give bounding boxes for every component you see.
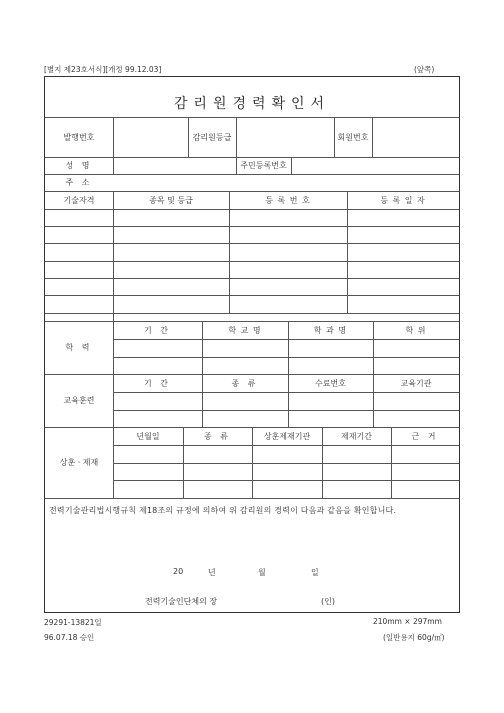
- row-divider: [45, 295, 459, 296]
- member-number-label: 회원번호: [337, 132, 369, 142]
- row-divider: [113, 445, 459, 446]
- resident-number-label: 주민등록번호: [240, 161, 287, 170]
- form-title: 감리원경력확인서: [173, 96, 331, 112]
- supervisor-grade-field[interactable]: [236, 117, 334, 157]
- paper-type: (일반용지 60g/㎡): [383, 633, 445, 642]
- col-divider: [347, 191, 348, 313]
- address-field[interactable]: [113, 174, 459, 191]
- date-year: 20: [173, 567, 184, 576]
- tech-col-type: 종목 및 등급: [149, 195, 193, 205]
- row-divider: [45, 243, 459, 244]
- signer-title: 전력기술인단체의 장: [145, 597, 218, 606]
- train-col-cert-number: 수료번호: [315, 378, 346, 388]
- issue-number-label: 발행번호: [63, 132, 95, 142]
- train-col-period: 기 간: [144, 378, 171, 388]
- member-number-field[interactable]: [372, 117, 459, 157]
- edu-col-degree: 학 위: [405, 325, 427, 335]
- date-day-unit: 일: [311, 568, 319, 577]
- edu-col-major: 학 과 명: [313, 325, 348, 335]
- name-label: 성 명: [65, 161, 93, 170]
- form-number: [별지 제23호서식][개정 99.12.03]: [44, 65, 162, 74]
- train-col-institution: 교육기관: [400, 378, 432, 388]
- row-divider: [113, 480, 459, 481]
- issue-number-field[interactable]: [113, 117, 188, 157]
- edu-col-period: 기 간: [144, 325, 171, 335]
- row-divider: [113, 392, 459, 393]
- paper-size: 210mm × 297mm: [373, 617, 442, 626]
- col-divider: [229, 191, 230, 313]
- train-col-type: 종 류: [231, 378, 259, 388]
- row-divider: [113, 410, 459, 411]
- row-divider: [45, 498, 459, 499]
- row-divider: [45, 278, 459, 279]
- education-label: 학 력: [65, 343, 93, 352]
- awards-sanctions-label: 상훈 · 제재: [59, 458, 99, 467]
- award-col-basis: 근 거: [411, 431, 439, 441]
- date-month-unit: 월: [258, 568, 266, 577]
- certificate-form: [44, 76, 460, 613]
- approval-date: 96.07.18 승인: [44, 633, 95, 642]
- confirmation-statement: 전력기술관리법시행규칙 제18조의 규정에 의하여 위 감리원의 경력이 다음과 같음을 확인합니다.: [49, 506, 397, 515]
- col-divider: [113, 191, 114, 498]
- training-label: 교육훈련: [63, 396, 95, 405]
- edu-col-school: 학 교 명: [228, 325, 262, 335]
- row-divider: [45, 261, 459, 262]
- award-col-date: 년월일: [136, 431, 160, 441]
- row-divider: [113, 463, 459, 464]
- tech-qualification-label: 기술자격: [63, 195, 95, 205]
- name-field[interactable]: [113, 157, 236, 174]
- row-divider: [45, 226, 459, 227]
- supervisor-grade-label: 감리원등급: [192, 132, 232, 142]
- form-code: 29291-13821일: [44, 618, 102, 627]
- page-side-label: (앞쪽): [414, 65, 435, 74]
- award-col-agency: 상훈제재기관: [263, 431, 311, 441]
- award-col-period: 제재기간: [341, 431, 372, 441]
- tech-col-reg-number: 등 록 번 호: [265, 195, 311, 205]
- row-divider: [45, 209, 459, 210]
- award-col-type: 종 류: [204, 431, 231, 441]
- date-year-unit: 년: [208, 568, 216, 577]
- tech-col-reg-date: 등 록 일 자: [380, 195, 426, 205]
- row-divider: [45, 313, 459, 314]
- row-divider: [113, 339, 459, 340]
- address-label: 주 소: [65, 178, 93, 187]
- resident-number-field[interactable]: [291, 157, 459, 174]
- seal-mark: (인): [321, 597, 335, 606]
- row-divider: [113, 357, 459, 358]
